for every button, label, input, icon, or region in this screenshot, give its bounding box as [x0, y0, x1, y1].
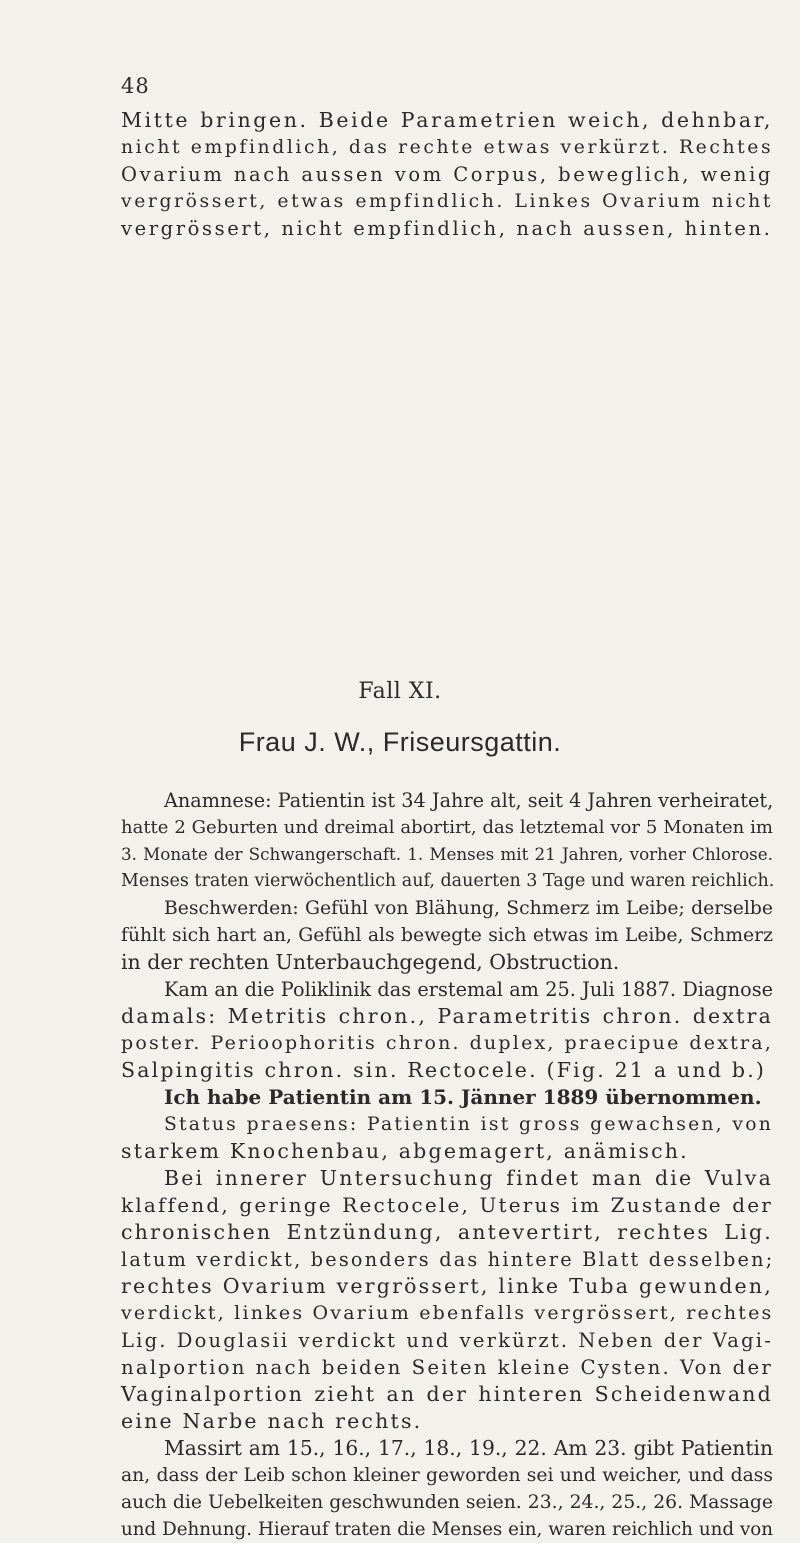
- text-line: Anamnese: Patientin ist 34 Jahre alt, seit 4 Jahren verheiratet,: [164, 789, 774, 812]
- text-line: Bei innerer Untersuchung findet man die Vulva: [164, 1166, 773, 1190]
- text-line: und Dehnung. Hierauf traten die Menses ein, waren reichlich und von: [121, 1519, 773, 1540]
- text-line: Beschwerden: Gefühl von Blähung, Schmerz im Leibe; derselbe: [164, 898, 773, 919]
- case-body: [121, 787, 773, 1543]
- text-line: latum verdickt, besonders das hintere Blatt desselben;: [121, 1248, 775, 1271]
- text-line: eine Narbe nach rechts.: [121, 1409, 423, 1433]
- text-line: poster. Perioophoritis chron. duplex, praecipue dextra,: [121, 1032, 773, 1054]
- text-line: in der rechten Unterbauchgegend, Obstruction.: [121, 950, 620, 974]
- bold-statement: Ich habe Patientin am 15. Jänner 1889 übernommen.: [164, 1085, 762, 1109]
- patient-heading: Frau J. W., Friseursgattin.: [238, 727, 562, 757]
- text-line: Massirt am 15., 16., 17., 18., 19., 22. Am 23. gibt Patientin: [164, 1436, 773, 1460]
- text-line: Lig. Douglasii verdickt und verkürzt. Neben der Vagi-: [121, 1329, 773, 1352]
- text-line: vergrössert, nicht empfindlich, nach aussen, hinten.: [121, 217, 773, 240]
- text-line: damals: Metritis chron., Parametritis chron. dextra: [121, 1004, 773, 1028]
- text-line: verdickt, linkes Ovarium ebenfalls vergrössert, rechtes: [121, 1302, 774, 1324]
- text-line: hatte 2 Geburten und dreimal abortirt, das letztemal vor 5 Monaten im: [121, 817, 773, 838]
- text-line: Salpingitis chron. sin. Rectocele. (Fig. 21 a und b.): [121, 1058, 767, 1082]
- intro-paragraph: [121, 107, 773, 242]
- text-line: nalportion nach beiden Seiten kleine Cysten. Von der: [121, 1356, 773, 1379]
- text-line: Mitte bringen. Beide Parametrien weich, dehnbar,: [121, 108, 773, 132]
- text-line: an, dass der Leib schon kleiner geworden sei und weicher, und dass: [121, 1465, 773, 1486]
- page-number: 48: [121, 74, 150, 98]
- text-line: Kam an die Poliklinik das erstemal am 25. Juli 1887. Diagnose: [164, 978, 773, 1001]
- text-line: vergrössert, etwas empfindlich. Linkes Ovarium nicht: [121, 191, 773, 212]
- text-line: auch die Uebelkeiten geschwunden seien. 23., 24., 25., 26. Massage: [121, 1492, 773, 1513]
- text-line: Ovarium nach aussen vom Corpus, beweglich, wenig: [121, 163, 773, 186]
- text-line: klaffend, geringe Rectocele, Uterus im Zustande der: [121, 1193, 773, 1217]
- text-line: nicht empfindlich, das rechte etwas verkürzt. Rechtes: [121, 137, 774, 158]
- text-line: fühlt sich hart an, Gefühl als bewegte sich etwas im Leibe, Schmerz: [121, 925, 773, 946]
- text-line: 3. Monate der Schwangerschaft. 1. Menses mit 21 Jahren, vorher Chlorose.: [121, 844, 773, 864]
- text-line: starkem Knochenbau, abgemagert, anämisch.: [121, 1139, 689, 1163]
- case-title: Fall XI.: [358, 679, 442, 704]
- text-line: Menses traten vierwöchentlich auf, dauerten 3 Tage und waren reichlich.: [121, 871, 775, 891]
- text-line: chronischen Entzündung, antevertirt, rechtes Lig.: [121, 1220, 773, 1244]
- text-line: rechtes Ovarium vergrössert, linke Tuba gewunden,: [121, 1274, 773, 1298]
- text-line: Vaginalportion zieht an der hinteren Scheidenwand: [121, 1382, 773, 1406]
- text-line: Status praesens: Patientin ist gross gewachsen, von: [164, 1114, 773, 1135]
